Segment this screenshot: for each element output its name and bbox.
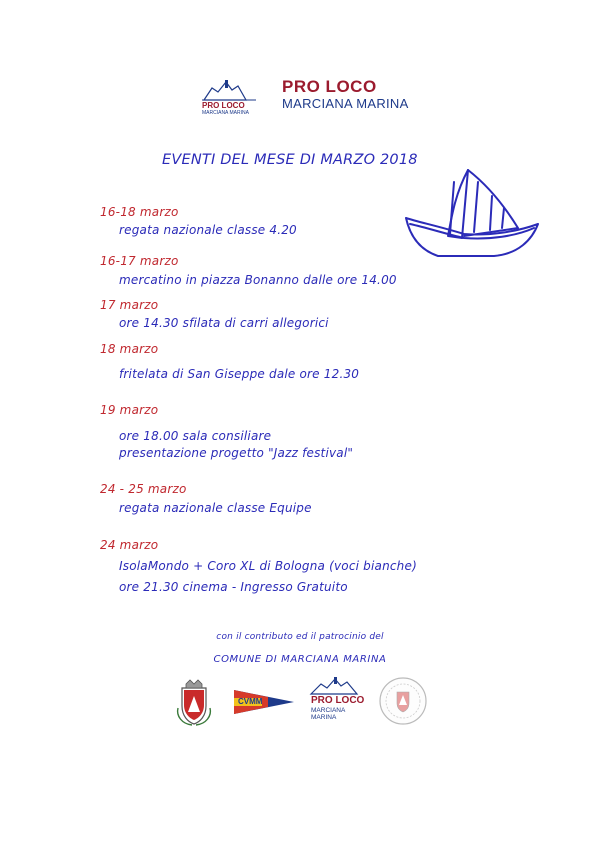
pro-loco-footer-logo [305, 676, 371, 721]
event-description: regata nazionale classe Equipe [119, 501, 312, 515]
footer-logo-subtitle: MARCIANA MARINA [311, 707, 345, 721]
event-description: regata nazionale classe 4.20 [119, 223, 297, 237]
sailboat-icon [398, 162, 548, 262]
lighthouse-icon [305, 676, 371, 696]
event-description: ore 21.30 cinema - Ingresso Gratuito [119, 580, 348, 594]
event-date: 16-18 marzo [100, 205, 179, 219]
event-description: fritelata di San Giseppe dale ore 12.30 [119, 367, 360, 381]
logo-small-subtitle: MARCIANA MARINA [202, 110, 249, 116]
event-description: ore 14.30 sfilata di carri allegorici [119, 316, 329, 330]
circular-seal-icon [378, 676, 428, 726]
event-description: ore 18.00 sala consiliare [119, 429, 272, 443]
event-date: 19 marzo [100, 403, 159, 417]
event-description: IsolaMondo + Coro XL di Bologna (voci bianche) [119, 559, 417, 573]
comune-coat-of-arms-icon [174, 678, 214, 726]
cvmm-label: CVMM [238, 697, 263, 706]
event-date: 24 - 25 marzo [100, 482, 187, 496]
contribution-text: con il contributo ed il patrocinio del [216, 632, 384, 642]
event-date: 17 marzo [100, 298, 159, 312]
lighthouse-icon [198, 78, 260, 102]
event-description: presentazione progetto "Jazz festival" [119, 446, 354, 460]
event-date: 16-17 marzo [100, 254, 179, 268]
event-date: 18 marzo [100, 342, 159, 356]
logo-small-title: PRO LOCO [202, 101, 245, 110]
comune-text: COMUNE DI MARCIANA MARINA [213, 654, 387, 665]
cvmm-pennant [232, 688, 296, 716]
event-date: 24 marzo [100, 538, 159, 552]
header-subtitle: MARCIANA MARINA [282, 96, 409, 111]
header-title: PRO LOCO [282, 77, 377, 96]
footer-logo-title: PRO LOCO [311, 695, 365, 706]
event-description: mercatino in piazza Bonanno dalle ore 14.00 [119, 273, 397, 287]
pro-loco-logo [198, 78, 260, 120]
page-title: EVENTI DEL MESE DI MARZO 2018 [162, 152, 418, 168]
